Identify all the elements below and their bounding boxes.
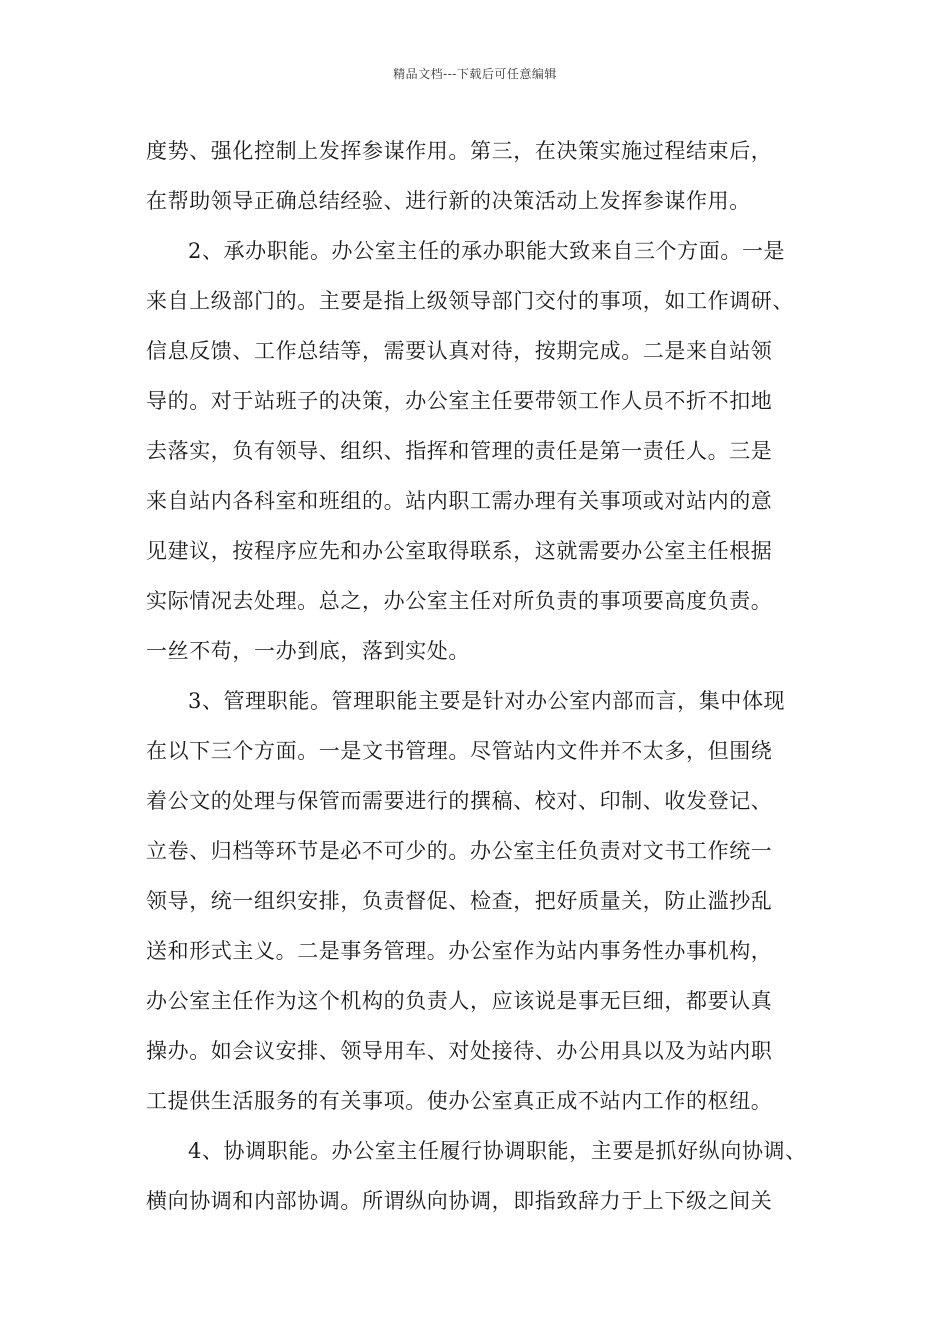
paragraph-start-line: 3、管理职能。管理职能主要是针对办公室内部而言，集中体现 <box>188 689 786 713</box>
text-line: 着公文的处理与保管而需要进行的撰稿、校对、印制、收发登记、 <box>146 789 773 813</box>
text-line: 在帮助领导正确总结经验、进行新的决策活动上发挥参谋作用。 <box>146 189 751 213</box>
text-line: 横向协调和内部协调。所谓纵向协调，即指致辞力于上下级之间关 <box>146 1189 773 1213</box>
text-line: 来自站内各科室和班组的。站内职工需办理有关事项或对站内的意 <box>146 489 773 513</box>
text-line: 办公室主任作为这个机构的负责人，应该说是事无巨细，都要认真 <box>146 989 773 1013</box>
text-line: 见建议，按程序应先和办公室取得联系，这就需要办公室主任根据 <box>146 539 773 563</box>
text-line: 工提供生活服务的有关事项。使办公室真正成不站内工作的枢纽。 <box>146 1089 773 1113</box>
text-line: 实际情况去处理。总之，办公室主任对所负责的事项要高度负责。 <box>146 589 773 613</box>
page-header: 精品文档---下载后可任意编辑 <box>393 67 557 81</box>
text-line: 一丝不苟，一办到底，落到实处。 <box>146 639 470 663</box>
text-line: 去落实，负有领导、组织、指挥和管理的责任是第一责任人。三是 <box>146 439 773 463</box>
text-line: 度势、强化控制上发挥参谋作用。第三，在决策实施过程结束后， <box>146 139 773 163</box>
text-line: 操办。如会议安排、领导用车、对处接待、办公用具以及为站内职 <box>146 1039 773 1063</box>
text-line: 送和形式主义。二是事务管理。办公室作为站内事务性办事机构， <box>146 939 773 963</box>
document-body <box>146 126 826 1226</box>
text-line: 导的。对于站班子的决策，办公室主任要带领工作人员不折不扣地 <box>146 389 773 413</box>
text-line: 在以下三个方面。一是文书管理。尽管站内文件并不太多，但围绕 <box>146 739 773 763</box>
text-line: 领导，统一组织安排，负责督促、检查，把好质量关，防止滥抄乱 <box>146 889 773 913</box>
text-line: 立卷、归档等环节是必不可少的。办公室主任负责对文书工作统一 <box>146 839 773 863</box>
paragraph-start-line: 2、承办职能。办公室主任的承办职能大致来自三个方面。一是 <box>188 239 786 263</box>
paragraph-start-line: 4、协调职能。办公室主任履行协调职能，主要是抓好纵向协调、 <box>188 1139 807 1163</box>
text-line: 来自上级部门的。主要是指上级领导部门交付的事项，如工作调研、 <box>146 289 794 313</box>
text-line: 信息反馈、工作总结等，需要认真对待，按期完成。二是来自站领 <box>146 339 773 363</box>
